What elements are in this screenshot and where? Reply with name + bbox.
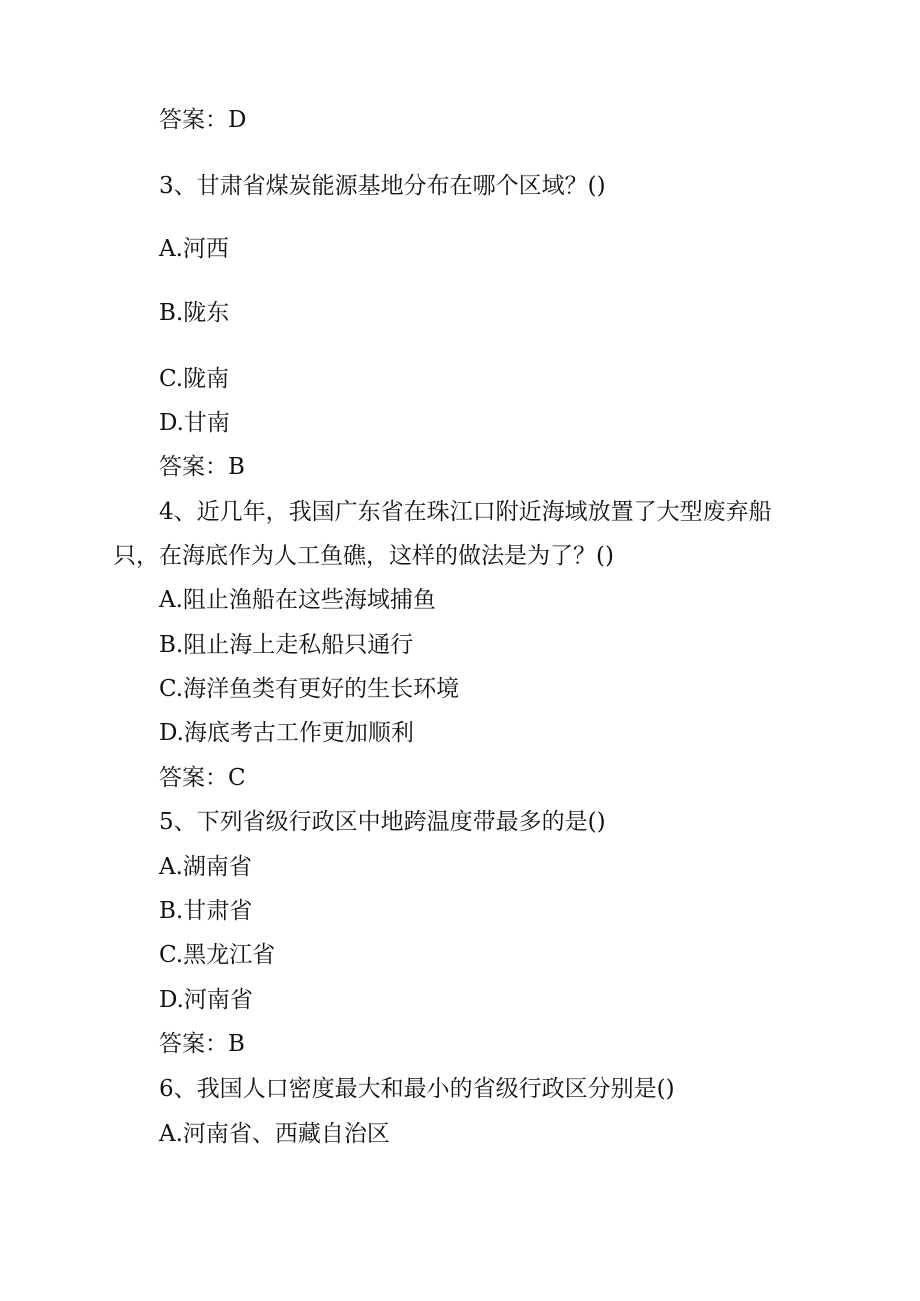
question-4-stem-line1: 4、近几年，我国广东省在珠江口附近海域放置了大型废弃船 (159, 499, 772, 525)
answer-q5: 答案：B (159, 1031, 245, 1057)
q4-option-d: D.海底考古工作更加顺利 (159, 720, 414, 746)
q5-option-b: B.甘肃省 (159, 898, 253, 924)
q4-option-a: A.阻止渔船在这些海域捕鱼 (159, 587, 436, 613)
question-3-stem: 3、甘肃省煤炭能源基地分布在哪个区域？() (159, 173, 606, 199)
answer-q4: 答案：C (159, 765, 246, 791)
q3-option-b: B.陇东 (159, 300, 230, 326)
question-4-stem-line2: 只，在海底作为人工鱼礁，这样的做法是为了？() (113, 543, 614, 569)
q3-option-d: D.甘南 (159, 410, 230, 436)
q3-option-a: A.河西 (159, 236, 229, 262)
question-5-stem: 5、下列省级行政区中地跨温度带最多的是() (159, 809, 606, 835)
q6-option-a: A.河南省、西藏自治区 (159, 1121, 390, 1147)
q3-option-c: C.陇南 (159, 366, 230, 392)
answer-q2: 答案：D (159, 107, 247, 133)
q4-option-c: C.海洋鱼类有更好的生长环境 (159, 676, 460, 702)
q4-option-b: B.阻止海上走私船只通行 (159, 632, 414, 658)
q5-option-d: D.河南省 (159, 987, 253, 1013)
answer-q3: 答案：B (159, 454, 245, 480)
q5-option-a: A.湖南省 (159, 854, 252, 880)
question-6-stem: 6、我国人口密度最大和最小的省级行政区分别是() (159, 1076, 675, 1102)
q5-option-c: C.黑龙江省 (159, 942, 276, 968)
